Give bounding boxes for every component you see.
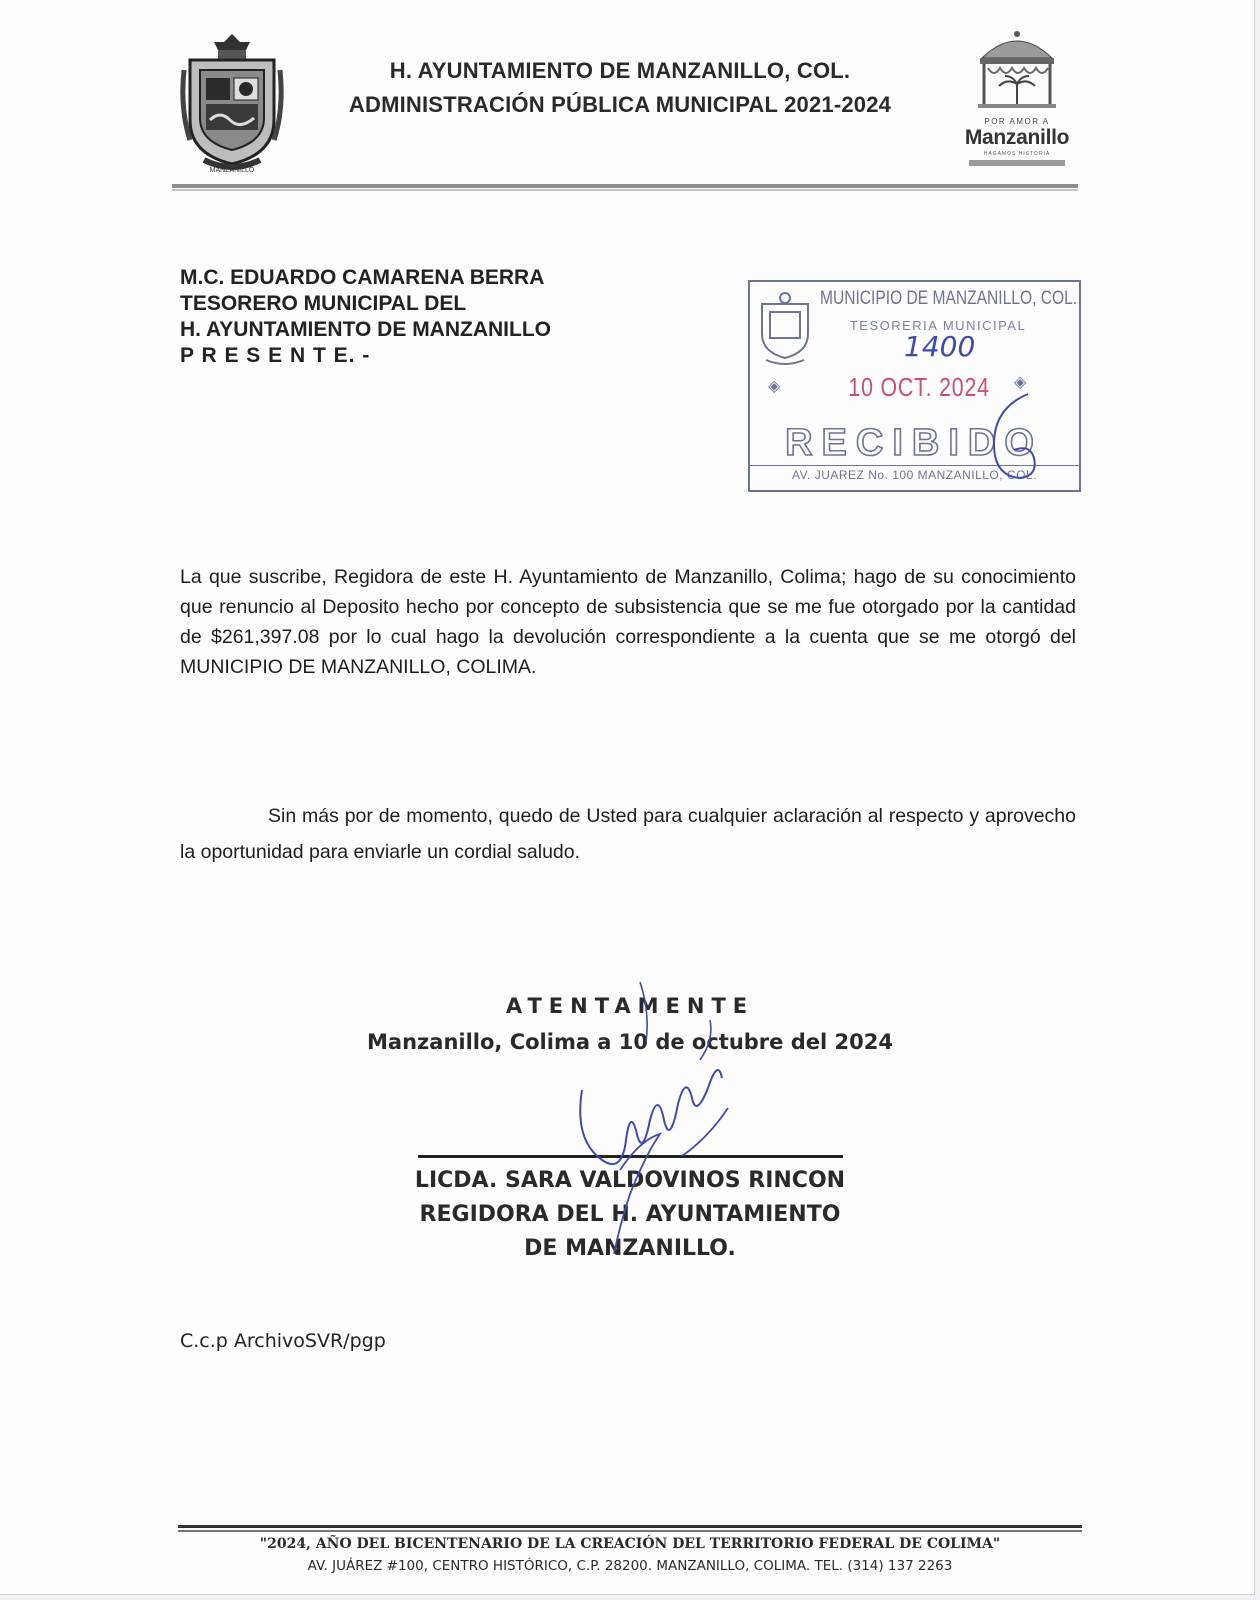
body-paragraph-1: La que suscribe, Regidora de este H. Ayuntamiento de Manzanillo, Colima; hago de su conocimiento que renuncio al Deposito hecho por concepto de subsistencia que se me fue otorgado por la cantidad de $261,397.08 por lo cual hago la devolución correspondiente a la cuenta que se me otorgó del MUNICIPIO DE MANZANILLO, COLIMA. — [180, 566, 1076, 678]
logo-bar — [969, 160, 1065, 166]
signatory-role-2: DE MANZANILLO. — [524, 1236, 736, 1261]
stamp-handwritten-mark — [984, 390, 1044, 486]
header-rule — [172, 182, 1078, 194]
coat-of-arms-icon — [180, 30, 284, 176]
stamp-handwritten-number: 1400 — [904, 330, 976, 363]
stamp-diamond-left-icon: ◈ — [768, 378, 781, 395]
signatory-role-1: REGIDORA DEL H. AYUNTAMIENTO — [419, 1202, 841, 1227]
svg-text:RECIBIDO: RECIBIDO — [785, 422, 1043, 462]
stamp-department: TESORERIA MUNICIPAL — [849, 318, 1027, 333]
closing-place-date: Manzanillo, Colima a 10 de octubre del 2024 — [367, 1030, 893, 1054]
addressee-title: TESORERO MUNICIPAL DEL — [180, 292, 467, 315]
footer-rule — [178, 1525, 1082, 1535]
manzanillo-logo — [955, 28, 1079, 176]
header-title-line2: ADMINISTRACIÓN PÚBLICA MUNICIPAL 2021-2024 — [348, 92, 892, 117]
body-paragraph-2: Sin más por de momento, quedo de Usted para cualquier aclaración al respecto y aprovecho la oportunidad para enviarle un cordial saludo. — [180, 805, 1076, 863]
logo-subtitle: HAGAMOS HISTORIA — [983, 151, 1051, 157]
addressee-org: H. AYUNTAMIENTO DE MANZANILLO — [180, 318, 551, 341]
svg-text:MANZANILLO: MANZANILLO — [209, 167, 255, 174]
addressee-presente: P R E S E N T E. - — [180, 344, 371, 367]
logo-tagline: POR AMOR A — [984, 117, 1050, 126]
addressee-name: M.C. EDUARDO CAMARENA BERRA — [180, 266, 545, 289]
stamp-seal-icon — [756, 290, 814, 366]
handwritten-signature — [560, 980, 760, 1260]
stamp-date: 10 OCT. 2024 — [848, 372, 990, 402]
stamp-diamond-right-icon: ◈ — [1014, 374, 1027, 391]
stamp-municipality: MUNICIPIO DE MANZANILLO, COL. — [820, 288, 1078, 309]
closing-salutation: ATENTAMENTE — [505, 994, 755, 1018]
logo-name: Manzanillo — [964, 126, 1070, 149]
stamp-address: AV. JUAREZ No. 100 MANZANILLO, COL. — [748, 465, 1081, 482]
kiosk-icon — [974, 28, 1060, 112]
carbon-copy-note: C.c.p ArchivoSVR/pgp — [180, 1330, 386, 1352]
header-title-line1: H. AYUNTAMIENTO DE MANZANILLO, COL. — [389, 58, 851, 83]
footer-address: AV. JUÁREZ #100, CENTRO HISTÓRICO, C.P. 28200. MANZANILLO, COLIMA. TEL. (314) 137 2263 — [307, 1558, 953, 1574]
signatory-name: LICDA. SARA VALDOVINOS RINCON — [414, 1168, 846, 1193]
received-stamp — [748, 280, 1081, 492]
footer-motto: "2024, AÑO DEL BICENTENARIO DE LA CREACIÓN DEL TERRITORIO FEDERAL DE COLIMA" — [259, 1536, 1001, 1552]
